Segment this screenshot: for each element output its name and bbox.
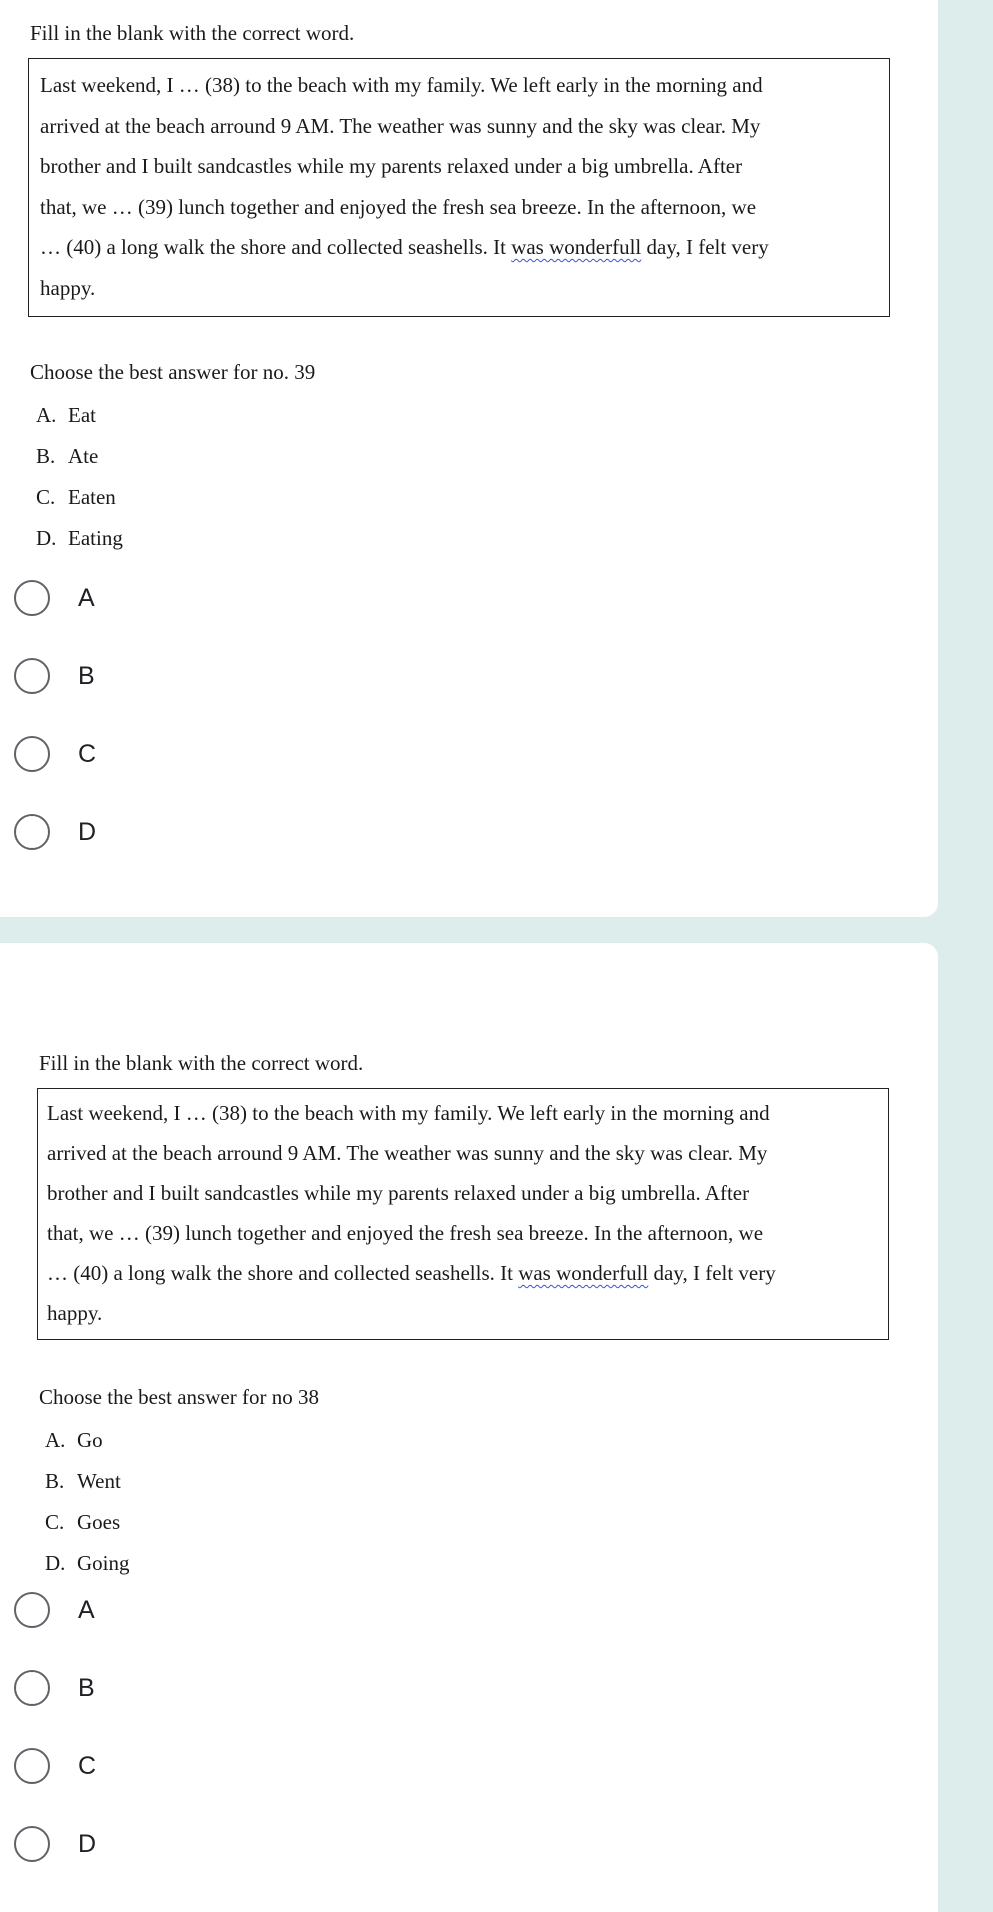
passage-line bbox=[40, 227, 879, 268]
option-text: Going bbox=[77, 1551, 130, 1575]
option-line bbox=[36, 436, 890, 477]
passage-text: day, I felt very bbox=[641, 235, 769, 259]
spellcheck-text: was wonderfull bbox=[511, 235, 642, 259]
option-line bbox=[36, 477, 890, 518]
option-letter: B. bbox=[45, 1469, 65, 1493]
radio-option-b[interactable] bbox=[14, 1668, 95, 1708]
option-text: Eaten bbox=[68, 485, 116, 509]
passage-line: arrived at the beach arround 9 AM. The weather was sunny and the sky was clear. My bbox=[47, 1141, 768, 1165]
option-text: Eat bbox=[68, 403, 96, 427]
passage-line: that, we … (39) lunch together and enjoyed the fresh sea breeze. In the afternoon, we bbox=[47, 1221, 764, 1245]
passage-line: brother and I built sandcastles while my parents relaxed under a big umbrella. After bbox=[47, 1181, 750, 1205]
option-line bbox=[45, 1543, 889, 1584]
spellcheck-text: was wonderfull bbox=[518, 1261, 649, 1285]
radio-label: D bbox=[78, 1829, 97, 1858]
radio-circle[interactable] bbox=[14, 736, 50, 772]
radio-circle[interactable] bbox=[14, 1592, 50, 1628]
radio-option-c[interactable] bbox=[14, 734, 96, 774]
radio-option-d[interactable] bbox=[14, 812, 96, 852]
passage-line bbox=[47, 1253, 878, 1293]
radio-circle[interactable] bbox=[14, 1670, 50, 1706]
option-text: Go bbox=[77, 1428, 103, 1452]
passage-line: happy. bbox=[47, 1301, 103, 1325]
radio-option-d[interactable] bbox=[14, 1824, 96, 1864]
option-letter: A. bbox=[45, 1428, 66, 1452]
option-line bbox=[45, 1461, 889, 1502]
radio-label: C bbox=[78, 739, 97, 768]
option-text: Ate bbox=[68, 444, 99, 468]
radio-label: B bbox=[78, 1673, 95, 1702]
radio-option-b[interactable] bbox=[14, 656, 95, 696]
option-letter: D. bbox=[36, 526, 57, 550]
question-image bbox=[37, 1050, 889, 1584]
option-line bbox=[36, 395, 890, 436]
radio-option-a[interactable] bbox=[14, 1590, 95, 1630]
question-card-38 bbox=[0, 943, 938, 1912]
radio-circle[interactable] bbox=[14, 814, 50, 850]
option-line bbox=[45, 1502, 889, 1543]
passage-text: … (40) a long walk the shore and collected seashells. It bbox=[40, 235, 512, 259]
question-prompt: Choose the best answer for no 38 bbox=[39, 1385, 319, 1409]
option-letter: A. bbox=[36, 403, 57, 427]
passage-box bbox=[37, 1088, 889, 1340]
question-prompt: Choose the best answer for no. 39 bbox=[30, 360, 316, 384]
passage-text: … (40) a long walk the shore and collected seashells. It bbox=[47, 1261, 519, 1285]
instruction-text: Fill in the blank with the correct word. bbox=[39, 1051, 364, 1075]
passage-line: that, we … (39) lunch together and enjoyed the fresh sea breeze. In the afternoon, we bbox=[40, 194, 757, 219]
option-letter: D. bbox=[45, 1551, 66, 1575]
radio-option-a[interactable] bbox=[14, 578, 95, 618]
radio-label: A bbox=[78, 583, 95, 612]
passage-text: day, I felt very bbox=[648, 1261, 776, 1285]
radio-option-c[interactable] bbox=[14, 1746, 96, 1786]
passage-line: brother and I built sandcastles while my parents relaxed under a big umbrella. After bbox=[40, 154, 743, 178]
radio-circle[interactable] bbox=[14, 1748, 50, 1784]
option-text: Goes bbox=[77, 1510, 121, 1534]
option-line bbox=[36, 518, 890, 559]
radio-label: D bbox=[78, 817, 97, 846]
option-text: Eating bbox=[68, 526, 123, 550]
radio-label: C bbox=[78, 1751, 97, 1780]
passage-line: arrived at the beach arround 9 AM. The weather was sunny and the sky was clear. My bbox=[40, 113, 761, 138]
radio-label: B bbox=[78, 661, 95, 690]
option-letter: C. bbox=[45, 1510, 65, 1534]
passage-line: happy. bbox=[40, 275, 96, 300]
passage-box bbox=[28, 58, 890, 317]
option-line bbox=[45, 1420, 889, 1461]
question-image bbox=[28, 20, 890, 559]
radio-circle[interactable] bbox=[14, 580, 50, 616]
passage-line: Last weekend, I … (38) to the beach with my family. We left early in the morning and bbox=[47, 1101, 770, 1125]
option-letter: B. bbox=[36, 444, 56, 468]
passage-line: Last weekend, I … (38) to the beach with my family. We left early in the morning and bbox=[40, 73, 763, 97]
instruction-text: Fill in the blank with the correct word. bbox=[30, 21, 355, 45]
option-letter: C. bbox=[36, 485, 56, 509]
option-text: Went bbox=[77, 1469, 121, 1493]
radio-circle[interactable] bbox=[14, 1826, 50, 1862]
radio-circle[interactable] bbox=[14, 658, 50, 694]
question-card-39 bbox=[0, 0, 938, 917]
radio-label: A bbox=[78, 1595, 95, 1624]
